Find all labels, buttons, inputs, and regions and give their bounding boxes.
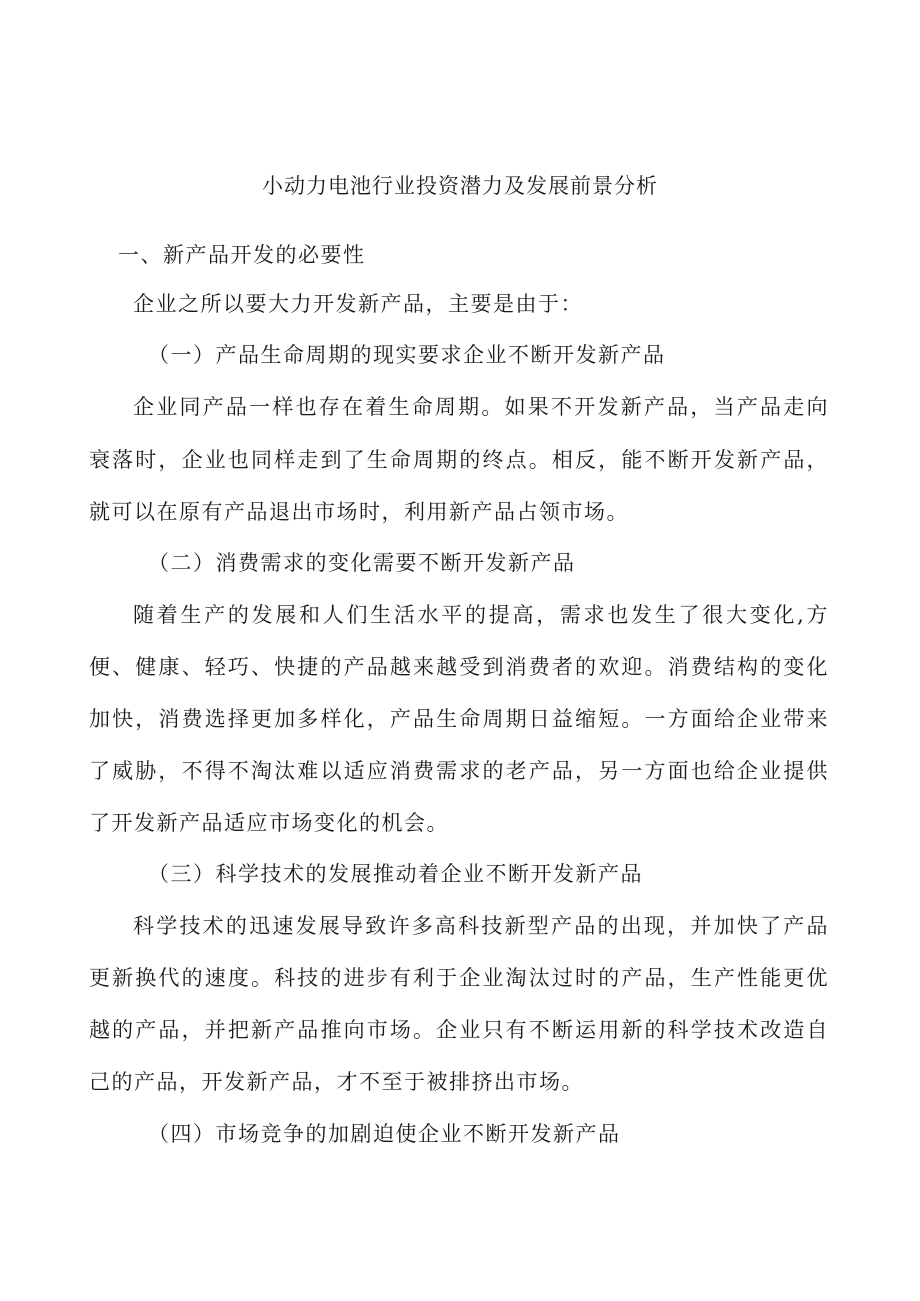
intro-paragraph: 企业之所以要大力开发新产品，主要是由于： bbox=[133, 292, 583, 316]
subsection-heading-2: （二）消费需求的变化需要不断开发新产品 bbox=[148, 551, 576, 575]
paragraph-1-line-1: 企业同产品一样也存在着生命周期。如果不开发新产品，当产品走向 bbox=[133, 395, 829, 419]
section-heading: 一、新产品开发的必要性 bbox=[118, 243, 366, 267]
paragraph-1-line-2: 衰落时，企业也同样走到了生命周期的终点。相反，能不断开发新产品， bbox=[89, 448, 829, 472]
subsection-heading-1: （一）产品生命周期的现实要求企业不断开发新产品 bbox=[148, 343, 666, 367]
paragraph-2-line-4: 了威胁，不得不淘汰难以适应消费需求的老产品，另一方面也给企业提供 bbox=[89, 759, 829, 783]
subsection-heading-3: （三）科学技术的发展推动着企业不断开发新产品 bbox=[148, 862, 643, 886]
subsection-heading-4: （四）市场竞争的加剧迫使企业不断开发新产品 bbox=[148, 1122, 621, 1146]
paragraph-3-line-2: 更新换代的速度。科技的进步有利于企业淘汰过时的产品，生产性能更优 bbox=[89, 966, 829, 990]
paragraph-1-line-3: 就可以在原有产品退出市场时，利用新产品占领市场。 bbox=[89, 500, 629, 524]
paragraph-3-line-1: 科学技术的迅速发展导致许多高科技新型产品的出现，并加快了产品 bbox=[133, 914, 829, 938]
paragraph-3-line-4: 己的产品，开发新产品，才不至于被排挤出市场。 bbox=[89, 1070, 584, 1094]
document-title: 小动力电池行业投资潜力及发展前景分析 bbox=[262, 174, 658, 198]
paragraph-2-line-3: 加快，消费选择更加多样化，产品生命周期日益缩短。一方面给企业带来 bbox=[89, 707, 829, 731]
paragraph-2-line-2: 便、健康、轻巧、快捷的产品越来越受到消费者的欢迎。消费结构的变化 bbox=[89, 655, 829, 679]
paragraph-2-line-1: 随着生产的发展和人们生活水平的提高，需求也发生了很大变化,方 bbox=[133, 603, 829, 627]
paragraph-3-line-3: 越的产品，并把新产品推向市场。企业只有不断运用新的科学技术改造自 bbox=[89, 1018, 829, 1042]
paragraph-2-line-5: 了开发新产品适应市场变化的机会。 bbox=[89, 811, 449, 835]
